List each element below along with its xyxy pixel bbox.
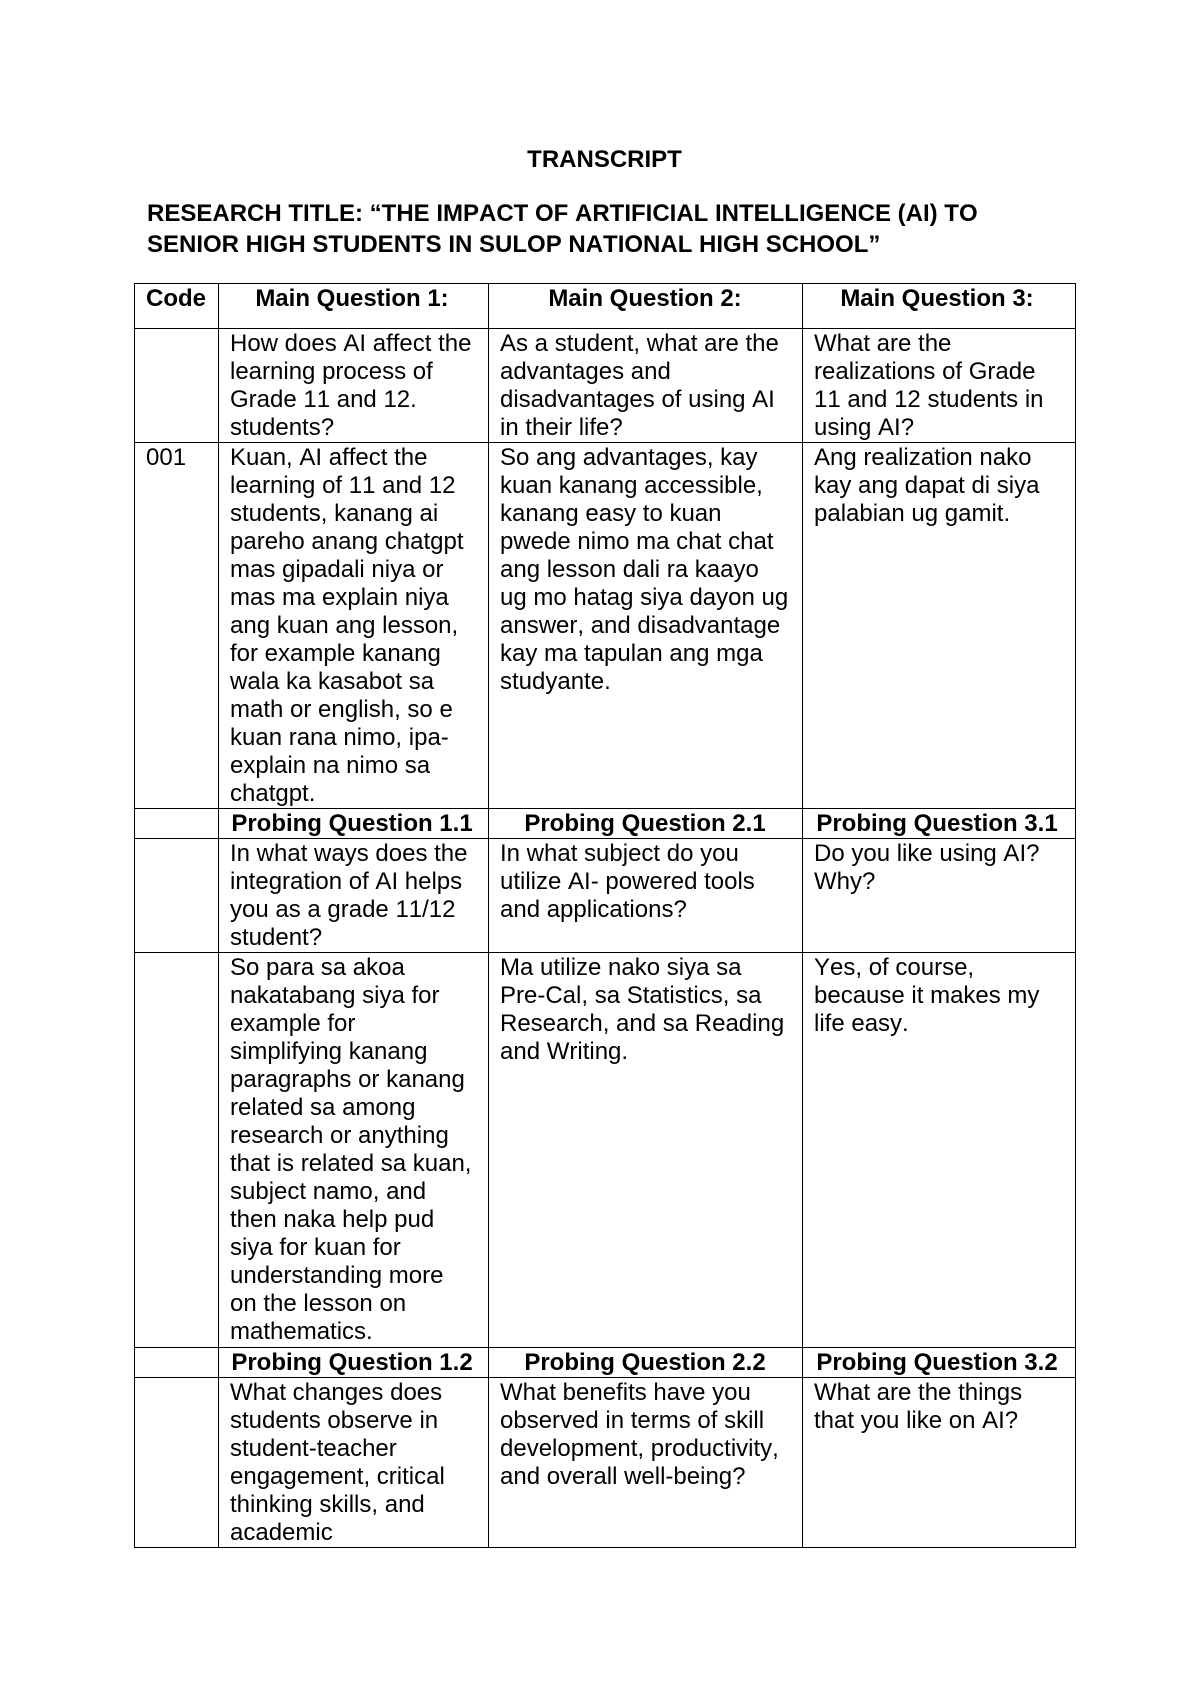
- probing-question-3-2-label: Probing Question 3.2: [816, 1349, 1058, 1376]
- main-answer-2-text: So ang advantages, kay kuan kanang accessible, kanang easy to kuan pwede nimo ma chat chat ang lesson dali ra kaayo ug mo hatag siya dayon ug answer, and disadvantage kay ma tapulan ang mga studyante.: [500, 444, 789, 695]
- probing-question-3-2-text: What are the things that you like on AI?: [814, 1379, 1023, 1434]
- research-title: RESEARCH TITLE: “THE IMPACT OF ARTIFICIAL INTELLIGENCE (AI) TO SENIOR HIGH STUDENTS IN SULOP NATIONAL HIGH SCHOOL”: [147, 200, 978, 258]
- empty-code-cell: [135, 1348, 219, 1378]
- probing-question-1-1-label-cell: [219, 809, 489, 839]
- respondent-code: 001: [146, 444, 187, 471]
- table-row: [135, 809, 1076, 839]
- empty-code-cell: [135, 1378, 219, 1548]
- header-code: Code: [146, 285, 206, 312]
- empty-code-cell: [135, 329, 219, 443]
- probing-question-1-2-label-cell: [219, 1348, 489, 1378]
- probing-question-2-2-label-cell: [489, 1348, 803, 1378]
- transcript-table: [134, 283, 1076, 1548]
- probing-question-1-1-label: Probing Question 1.1: [231, 810, 473, 837]
- probing-question-3-1-label: Probing Question 3.1: [816, 810, 1058, 837]
- page-heading: TRANSCRIPT: [527, 146, 682, 173]
- main-answer-2-cell: [489, 443, 803, 809]
- probing-question-1-1-cell: [219, 839, 489, 953]
- empty-code-cell: [135, 809, 219, 839]
- probing-answer-3-1-text: Yes, of course, because it makes my life easy.: [814, 954, 1040, 1037]
- header-main-question-2: Main Question 2:: [548, 285, 742, 312]
- table-row: [135, 839, 1076, 953]
- probing-question-2-1-text: In what subject do you utilize AI- powered tools and applications?: [500, 840, 755, 923]
- probing-question-3-1-label-cell: [803, 809, 1076, 839]
- probing-answer-1-1-cell: [219, 953, 489, 1348]
- main-answer-1-cell: [219, 443, 489, 809]
- probing-question-2-1-cell: [489, 839, 803, 953]
- empty-code-cell: [135, 839, 219, 953]
- probing-question-3-1-cell: [803, 839, 1076, 953]
- probing-answer-2-1-cell: [489, 953, 803, 1348]
- header-main-question-1: Main Question 1:: [255, 285, 449, 312]
- main-question-3-cell: [803, 329, 1076, 443]
- probing-answer-1-1-text: So para sa akoa nakatabang siya for example for simplifying kanang paragraphs or kanang related sa among research or anything that is related sa kuan, subject namo, and then naka help pud siya for kuan for understanding more on the lesson on mathematics.: [230, 954, 472, 1345]
- probing-answer-2-1-text: Ma utilize nako siya sa Pre-Cal, sa Statistics, sa Research, and sa Reading and Writing.: [500, 954, 785, 1065]
- main-answer-3-cell: [803, 443, 1076, 809]
- probing-question-3-2-label-cell: [803, 1348, 1076, 1378]
- main-question-1-text: How does AI affect the learning process of Grade 11 and 12. students?: [230, 330, 472, 441]
- header-main-question-3: Main Question 3:: [840, 285, 1034, 312]
- probing-question-3-1-text: Do you like using AI? Why?: [814, 840, 1040, 895]
- table-row: [135, 953, 1076, 1348]
- table-header-row: [135, 284, 1076, 329]
- probing-answer-3-1-cell: [803, 953, 1076, 1348]
- header-main-question-2-cell: [489, 284, 803, 329]
- header-main-question-3-cell: [803, 284, 1076, 329]
- probing-question-1-2-cell: [219, 1378, 489, 1548]
- table-row: [135, 1378, 1076, 1548]
- main-answer-3-text: Ang realization nako kay ang dapat di siya palabian ug gamit.: [814, 444, 1040, 527]
- probing-question-2-1-label-cell: [489, 809, 803, 839]
- main-question-2-text: As a student, what are the advantages and disadvantages of using AI in their life?: [500, 330, 779, 441]
- probing-question-1-2-text: What changes does students observe in student-teacher engagement, critical thinking skills, and academic: [230, 1379, 445, 1546]
- probing-question-2-2-label: Probing Question 2.2: [524, 1349, 766, 1376]
- empty-code-cell: [135, 953, 219, 1348]
- header-main-question-1-cell: [219, 284, 489, 329]
- probing-question-1-2-label: Probing Question 1.2: [231, 1349, 473, 1376]
- main-answer-1-text: Kuan, AI affect the learning of 11 and 12 students, kanang ai pareho anang chatgpt mas gipadali niya or mas ma explain niya ang kuan ang lesson, for example kanang wala ka kasabot sa math or english, so e kuan rana nimo, ipa-explain na nimo sa chatgpt.: [230, 444, 464, 807]
- table-row: [135, 1348, 1076, 1378]
- probing-question-1-1-text: In what ways does the integration of AI helps you as a grade 11/12 student?: [230, 840, 468, 951]
- probing-question-2-2-cell: [489, 1378, 803, 1548]
- probing-question-2-1-label: Probing Question 2.1: [524, 810, 766, 837]
- respondent-code-cell: [135, 443, 219, 809]
- main-question-3-text: What are the realizations of Grade 11 and 12 students in using AI?: [814, 330, 1044, 441]
- probing-question-2-2-text: What benefits have you observed in terms of skill development, productivity, and overall well-being?: [500, 1379, 779, 1490]
- main-question-2-cell: [489, 329, 803, 443]
- header-code-cell: [135, 284, 219, 329]
- table-row: [135, 329, 1076, 443]
- probing-question-3-2-cell: [803, 1378, 1076, 1548]
- main-question-1-cell: [219, 329, 489, 443]
- table-row: [135, 443, 1076, 809]
